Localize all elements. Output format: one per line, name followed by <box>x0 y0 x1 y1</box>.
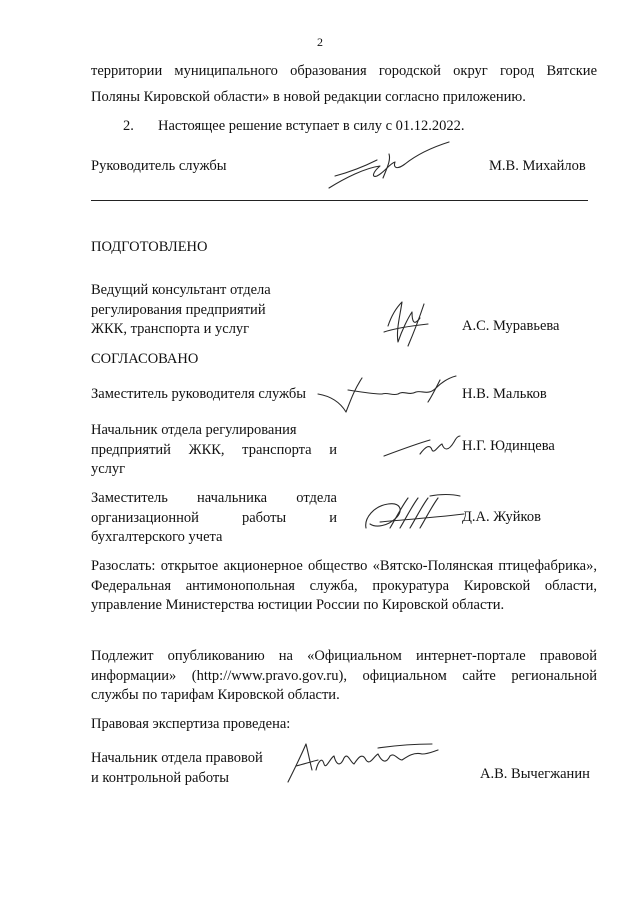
agreed-signature-3 <box>360 488 472 538</box>
legal-position-line: Начальник отдела правовой <box>91 750 263 766</box>
agreed-signature-1 <box>312 372 462 422</box>
prepared-position-line: Ведущий консультант отдела <box>91 282 271 298</box>
agreed-position-line: Заместитель начальника отдела <box>91 490 337 506</box>
agreed-position-3 <box>91 489 337 548</box>
distribution-text: Разослать: открытое акционерное общество «Вятско-Полянская птицефабрика», Федеральная антимонопольная служба, прокуратура Кировской области, управление Министерства юстиции России по Кировской области. <box>91 558 597 614</box>
item-2-text: Настоящее решение вступает в силу с 01.12.2022. <box>158 118 465 134</box>
agreed-name-3: Д.А. Жуйков <box>462 509 541 525</box>
agreed-position-line: Начальник отдела регулирования <box>91 422 297 438</box>
prepared-position <box>91 281 271 340</box>
head-position: Руководитель службы <box>91 158 227 174</box>
prepared-name: А.С. Муравьева <box>462 318 560 334</box>
legal-signature <box>282 736 442 788</box>
intro-line-1: территории муниципального образования городской округ город Вятские <box>91 63 597 79</box>
prepared-position-line: ЖКК, транспорта и услуг <box>91 321 250 338</box>
agreed-name-2: Н.Г. Юдинцева <box>462 438 555 454</box>
separator-line <box>91 200 588 201</box>
agreed-position-line: услуг <box>91 461 126 478</box>
agreed-signature-2 <box>380 432 464 462</box>
page-number: 2 <box>317 35 323 49</box>
agreed-position-line: бухгалтерского учета <box>91 529 223 546</box>
legal-position-line: и контрольной работы <box>91 769 229 786</box>
agreed-position-1: Заместитель руководителя службы <box>91 386 307 402</box>
legal-signer-name: А.В. Вычегжанин <box>480 766 590 782</box>
intro-line-2: Поляны Кировской области» в новой редакции согласно приложению. <box>91 89 526 105</box>
head-name: М.В. Михайлов <box>489 158 586 174</box>
prepared-heading: ПОДГОТОВЛЕНО <box>91 239 208 255</box>
agreed-name-1: Н.В. Мальков <box>462 386 547 402</box>
agreed-position-2 <box>91 421 337 480</box>
prepared-position-line: регулирования предприятий <box>91 301 266 318</box>
legal-review-text: Правовая экспертиза проведена: <box>91 716 291 732</box>
item-2-number: 2. <box>123 118 134 134</box>
agreed-position-line: организационной работы и <box>91 509 337 526</box>
prepared-signature <box>378 296 438 356</box>
head-signature <box>325 138 455 198</box>
agreed-position-line: предприятий ЖКК, транспорта и <box>91 441 337 458</box>
legal-signer-position <box>91 749 263 788</box>
agreed-heading: СОГЛАСОВАНО <box>91 351 199 367</box>
publication-text: Подлежит опубликованию на «Официальном интернет-портале правовой информации» (http://www.pravo.gov.ru), официальном сайте региональной службы по тарифам Кировской области. <box>91 648 597 704</box>
